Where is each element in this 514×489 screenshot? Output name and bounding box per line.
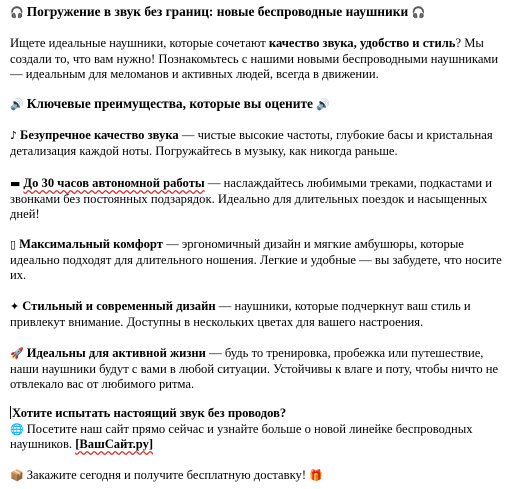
headphones-icon: 🎧 — [411, 6, 426, 19]
features-heading: 🔊 Ключевые преимущества, которые вы оцените 🔊 — [10, 96, 331, 111]
title-text: Погружение в звук без границ: новые беспроводные наушники — [26, 4, 409, 19]
feature-active-life: 🚀 Идеальны для активной жизни — будь то тренировка, пробежка или путешествие, наши наушники будут с вами в любой ситуации. Устойчивы к влаге и поту, чтобы ничто не отвлекало вас от любимого ритма. — [10, 346, 499, 391]
feature-design: ✦ Стильный и современный дизайн — наушники, которые подчеркнут ваш стиль и привлекут внимание. Доступны в нескольких цветах для вашего настроения. — [10, 299, 471, 329]
feature-battery: ▬ До 30 часов автономной работы — наслаждайтесь любимыми треками, подкастами и звонками без постоянных подзарядок. Идеально для длительных поездок и насыщенных дней! — [10, 176, 492, 221]
battery-icon: ▬ — [10, 177, 21, 190]
sparkles-icon: ✦ — [10, 300, 20, 313]
feature-sound-quality: ♪ Безупречное качество звука — чистые высокие частоты, глубокие басы и кристальная детализация каждой ноты. Погружайтесь в музыку, как никогда раньше. — [10, 128, 493, 158]
gift-icon: 🎁 — [309, 469, 323, 482]
feature-comfort: ▯ Максимальный комфорт — эргономичный дизайн и мягкие амбушюры, которые идеально подходят для длительного ношения. Легкие и удобные — вы забудете, что носите их. — [10, 237, 502, 282]
headphones-icon: 🎧 — [10, 6, 24, 19]
speaker-icon: 🔊 — [316, 98, 331, 111]
rocket-icon: 🚀 — [10, 347, 24, 360]
page-title — [10, 4, 506, 21]
cta-block: Хотите испытать настоящий звук без проводов? 🌐 Посетите наш сайт прямо сейчас и узнайте больше о новой линейке беспроводных наушников. [ВашСайт.ру] — [10, 406, 473, 451]
speaker-icon: 🔊 — [10, 98, 24, 111]
text-cursor — [10, 406, 11, 419]
intro-paragraph: Ищете идеальные наушники, которые сочетают качество звука, удобство и стиль? Мы создали то, что вам нужно! Познакомьтесь с нашими новыми беспроводными наушниками — идеальным для меломанов и активных людей, всегда в движении. — [10, 36, 499, 81]
site-link[interactable]: [ВашСайт.ру] — [75, 437, 154, 451]
package-icon: 📦 — [10, 469, 24, 482]
footer-line: 📦 Закажите сегодня и получите бесплатную доставку! 🎁 — [10, 468, 323, 482]
cta-question: Хотите испытать настоящий звук без проводов? — [12, 406, 287, 420]
phone-icon: ▯ — [10, 238, 17, 251]
music-note-icon: ♪ — [10, 129, 18, 142]
globe-icon: 🌐 — [10, 422, 24, 436]
